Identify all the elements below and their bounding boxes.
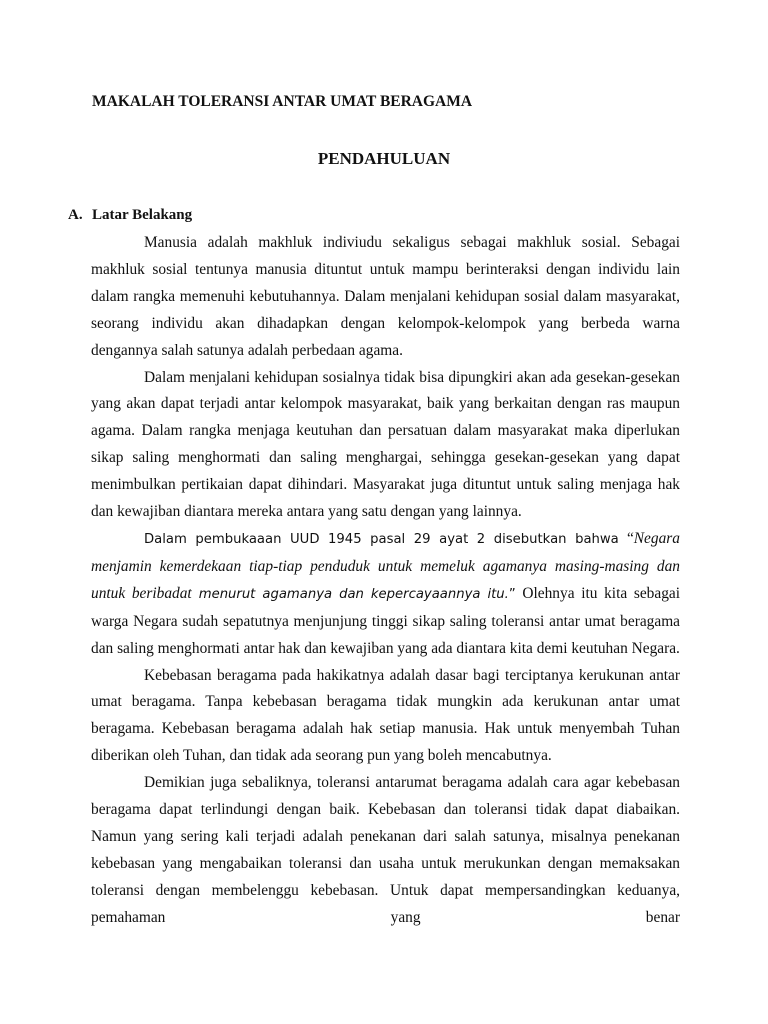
section-number: A. xyxy=(68,207,83,223)
paragraph-3-lead: Dalam pembukaaan UUD 1945 pasal 29 ayat 2 disebutkan bahwa xyxy=(144,531,619,547)
paragraph-4: Kebebasan beragama pada hakikatnya adalah dasar bagi terciptanya kerukunan antar umat beragama. Tanpa kebebasan beragama tidak mungkin ada kerukunan antar umat beragama. Kebebasan beragama adalah hak setiap manusia. Hak untuk menyembah Tuhan diberikan oleh Tuhan, dan tidak ada seorang pun yang boleh mencabutnya. xyxy=(91,666,680,765)
paragraph-2: Dalam menjalani kehidupan sosialnya tidak bisa dipungkiri akan ada gesekan-gesekan yang akan dapat terjadi antar kelompok masyarakat, baik yang berkaitan dengan ras maupun agama. Dalam rangka menjaga keutuhan dan persatuan dalam masyarakat maka diperlukan sikap saling menghormati dan saling menghargai, sehingga gesekan-gesekan yang dapat menimbulkan pertikaian dapat dihindari. Masyarakat juga dituntut untuk saling menjaga hak dan kewajiban diantara mereka antara yang satu dengan yang lainnya. xyxy=(91,368,680,521)
section-title: Latar Belakang xyxy=(92,207,193,223)
paragraph-5: Demikian juga sebaliknya, toleransi antarumat beragama adalah cara agar kebebasan beragama dapat terlindungi dengan baik. Kebebasan dan toleransi tidak dapat diabaikan. Namun yang sering kali terjadi adalah penekanan dari salah satunya, misalnya penekanan kebebasan yang mengabaikan toleransi dan usaha untuk merukunkan dengan memaksakan toleransi dengan membelenggu kebebasan. Untuk dapat mempersandingkan keduanya, pemahaman yang benar xyxy=(91,774,680,926)
document-title: MAKALAH TOLERANSI ANTAR UMAT BERAGAMA xyxy=(92,93,473,110)
paragraph-3-close-quote: ” xyxy=(508,586,516,602)
paragraph-3-quote: Negara menjamin kemerdekaan tiap-tiap penduduk untuk memeluk agamanya masing-masing dan untuk beribadat xyxy=(91,529,680,602)
paragraph-1: Manusia adalah makhluk indiviudu sekaligus sebagai makhluk sosial. Sebagai makhluk sosial tentunya manusia dituntut untuk mampu berinteraksi dengan individu lain dalam rangka memenuhi kebutuhannya. Dalam menjalani kehidupan sosial dalam masyarakat, seorang individu akan dihadapkan dengan kelompok-kelompok yang berbeda warna dengannya salah satunya adalah perbedaan agama. xyxy=(91,234,680,359)
section-heading xyxy=(68,207,192,224)
paragraph-3-quote-end: menurut agamanya dan kepercayaannya itu. xyxy=(191,586,509,602)
paragraph-3 xyxy=(91,526,680,663)
body-text xyxy=(91,230,680,932)
paragraph-3-rest: Olehnya itu kita sebagai warga Negara sudah sepatutnya menjunjung tinggi sikap saling toleransi antar umat beragama dan saling menghormati antar hak dan kewajiban yang ada diantara kita demi keutuhan Negara. xyxy=(91,584,681,657)
chapter-heading: PENDAHULUAN xyxy=(317,149,451,168)
paragraph-3-open-quote: “ xyxy=(618,529,634,547)
